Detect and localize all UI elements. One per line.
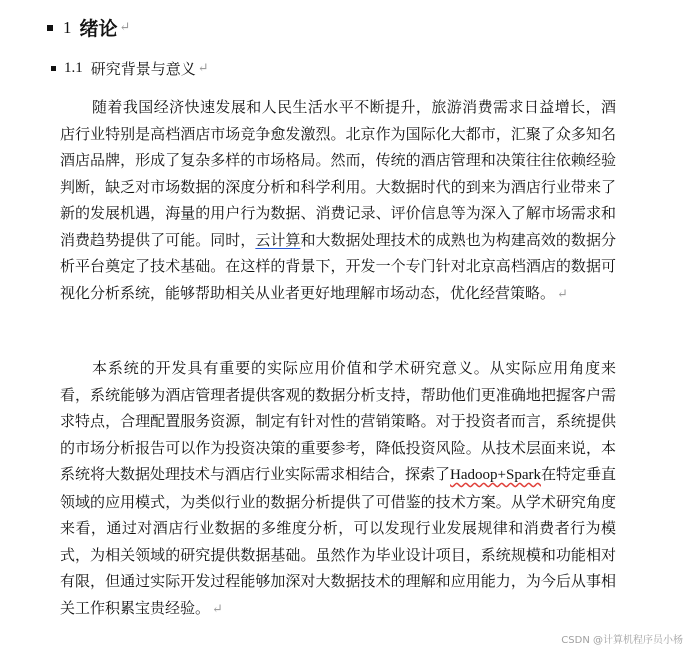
paragraph-text: 在特定垂直领域的应用模式，为类似行业的数据分析提供了可借鉴的技术方案。从学术研究角度来看，通过对酒店行业数据的多维度分析，可以发现行业发展规律和消费者行为模式，为相关领域的研究提供数据基础。虽然作为毕业设计项目，系统规模和功能相对有限，但通过实际开发过程能够加深对大数据技术的理解和应用能力，为今后从事相关工作积累宝贵经验。	[60, 465, 616, 617]
heading-bullet-marker	[47, 25, 53, 31]
chapter-title: 绪论	[79, 18, 118, 40]
section-title: 研究背景与意义	[90, 60, 196, 78]
paragraph-text: 和大数据处理技术的成熟也为构建高效的数据分析平台奠定了技术基础。在这样的背景下，开发一个专门针对北京高档酒店的数据可视化分析系统，能够帮助相关从业者更好地理解市场动态，优化经营策略。	[60, 230, 616, 302]
grammar-underlined-term: 云计算	[255, 230, 301, 249]
paragraph-text: 随着我国经济快速发展和人民生活水平不断提升，旅游消费需求日益增长，酒店行业特别是高档酒店市场竞争愈发激烈。北京作为国际化大都市，汇聚了众多知名酒店品牌，形成了复杂多样的市场格局。然而，传统的酒店管理和决策往往依赖经验判断，缺乏对市场数据的深度分析和科学利用。大数据时代的到来为酒店行业带来了新的发展机遇，海量的用户行为数据、消费记录、评价信息等为深入了解市场需求和消费趋势提供了可能。同时，	[60, 98, 616, 249]
chapter-heading	[47, 14, 130, 41]
paragraph-text: 本系统的开发具有重要的实际应用价值和学术研究意义。从实际应用角度来看，系统能够为酒店管理者提供客观的数据分析支持，帮助他们更准确地把握客户需求特点，合理配置服务资源，制定有针对性的营销策略。对于投资者而言，系统提供的市场分析报告可以作为投资决策的重要参考，降低投资风险。从技术层面来说，本系统将大数据处理技术与酒店行业实际需求相结合，探索了	[60, 359, 616, 483]
chapter-number: 1	[63, 17, 72, 37]
paragraph-mark-icon: ↵	[197, 61, 209, 76]
section-heading	[51, 58, 209, 79]
section-number: 1.1	[64, 60, 83, 76]
body-paragraph-background	[60, 94, 616, 308]
paragraph-mark-icon: ↵	[212, 601, 223, 617]
csdn-watermark: CSDN @计算机程序员小杨	[561, 635, 683, 646]
paragraph-mark-icon: ↵	[119, 20, 131, 35]
paragraph-mark-icon: ↵	[557, 286, 568, 302]
spellcheck-underlined-term: Hadoop+Spark	[450, 467, 541, 483]
heading-bullet-marker	[51, 66, 56, 71]
body-paragraph-significance	[60, 355, 616, 623]
